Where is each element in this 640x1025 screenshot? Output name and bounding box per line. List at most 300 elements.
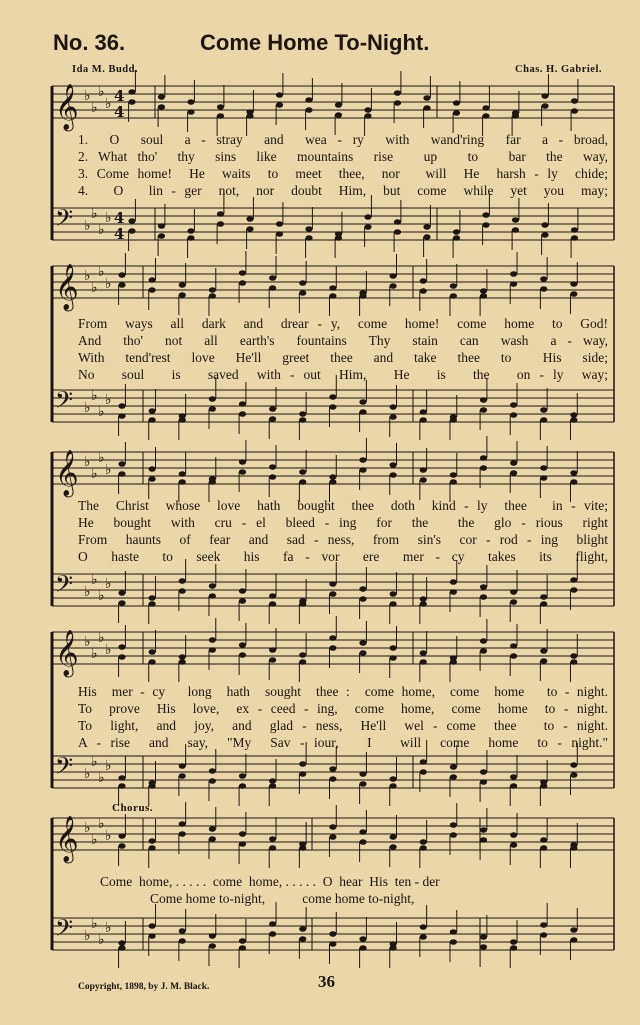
note-head — [510, 271, 517, 277]
note-head — [128, 228, 135, 234]
note-head — [269, 778, 276, 784]
note-head — [450, 929, 457, 935]
note-head — [149, 838, 156, 844]
note-head — [118, 783, 125, 789]
note-head — [540, 417, 547, 423]
note-head — [453, 229, 460, 235]
note-head — [359, 640, 366, 646]
note-head — [269, 464, 276, 470]
note-head — [570, 772, 577, 778]
flat-sign-icon: ♭ — [105, 642, 112, 658]
note-head — [299, 411, 306, 417]
lyricist-credit: Ida M. Budd. — [72, 64, 139, 75]
note-head — [118, 833, 125, 839]
note-head — [510, 281, 517, 287]
note-head — [390, 283, 397, 289]
note-head — [570, 417, 577, 423]
note-head — [246, 113, 253, 119]
note-head — [149, 595, 156, 601]
note-head — [299, 761, 306, 767]
note-head — [480, 779, 487, 785]
note-head — [420, 467, 427, 473]
note-head — [269, 647, 276, 653]
note-head — [217, 113, 224, 119]
note-head — [480, 293, 487, 299]
note-head — [239, 469, 246, 475]
note-head — [276, 102, 283, 108]
note-head — [305, 107, 312, 113]
note-head — [453, 235, 460, 241]
time-signature-icon: 4 — [114, 209, 125, 227]
bass-clef-icon: 𝄢 — [55, 752, 74, 785]
note-head — [209, 647, 216, 653]
note-head — [118, 945, 125, 951]
flat-sign-icon: ♭ — [105, 828, 112, 844]
note-head — [118, 403, 125, 409]
note-head — [209, 479, 216, 485]
note-head — [209, 637, 216, 643]
lyric-line: His mer - cy long hath sought thee : come home, come home to - night. — [78, 684, 608, 699]
note-head — [239, 411, 246, 417]
note-head — [305, 235, 312, 241]
note-head — [571, 108, 578, 114]
note-head — [239, 642, 246, 648]
note-head — [453, 110, 460, 116]
note-head — [128, 218, 135, 224]
note-head — [335, 102, 342, 108]
note-head — [118, 590, 125, 596]
note-head — [217, 221, 224, 227]
note-head — [209, 943, 216, 949]
note-head — [480, 934, 487, 940]
flat-sign-icon: ♭ — [105, 576, 112, 592]
flat-sign-icon: ♭ — [98, 222, 105, 238]
time-signature-icon: 4 — [114, 103, 125, 121]
note-head — [541, 103, 548, 109]
note-head — [179, 763, 186, 769]
flat-sign-icon: ♭ — [91, 832, 98, 848]
chorus-label: Chorus. — [112, 802, 154, 814]
note-head — [390, 645, 397, 651]
note-head — [571, 227, 578, 233]
note-head — [450, 283, 457, 289]
note-head — [269, 474, 276, 480]
note-head — [359, 781, 366, 787]
note-head — [329, 394, 336, 400]
note-head — [118, 775, 125, 781]
bass-clef-icon: 𝄢 — [55, 570, 74, 603]
note-head — [480, 288, 487, 294]
note-head — [209, 593, 216, 599]
bass-clef-icon: 𝄢 — [55, 204, 74, 237]
note-head — [390, 844, 397, 850]
note-head — [239, 841, 246, 847]
flat-sign-icon: ♭ — [98, 630, 105, 646]
note-head — [359, 467, 366, 473]
note-head — [510, 460, 517, 466]
note-head — [158, 223, 165, 229]
note-head — [450, 472, 457, 478]
note-head — [420, 601, 427, 607]
note-head — [118, 600, 125, 606]
flat-sign-icon: ♭ — [105, 920, 112, 936]
note-head — [118, 413, 125, 419]
flat-sign-icon: ♭ — [91, 646, 98, 662]
note-head — [276, 231, 283, 237]
lyric-line: From haunts of fear and sad - ness, from sin's cor - rod - ing blight — [78, 532, 608, 547]
flat-sign-icon: ♭ — [98, 770, 105, 786]
note-head — [209, 583, 216, 589]
note-head — [450, 417, 457, 423]
note-head — [541, 93, 548, 99]
flat-sign-icon: ♭ — [91, 916, 98, 932]
note-head — [540, 783, 547, 789]
composer-credit: Chas. H. Gabriel. — [515, 64, 602, 75]
note-head — [187, 109, 194, 115]
note-head — [394, 90, 401, 96]
note-head — [364, 113, 371, 119]
note-head — [480, 594, 487, 600]
note-head — [450, 832, 457, 838]
flat-sign-icon: ♭ — [98, 932, 105, 948]
note-head — [540, 648, 547, 654]
note-head — [390, 273, 397, 279]
note-head — [510, 939, 517, 945]
flat-sign-icon: ♭ — [105, 210, 112, 226]
note-head — [179, 578, 186, 584]
note-head — [269, 783, 276, 789]
note-head — [209, 933, 216, 939]
note-head — [390, 601, 397, 607]
note-head — [118, 940, 125, 946]
note-head — [480, 648, 487, 654]
note-head — [423, 105, 430, 111]
flat-sign-icon: ♭ — [98, 264, 105, 280]
lyric-line: To light, and joy, and glad - ness, He'll wel - come thee to - night. — [78, 718, 608, 733]
note-head — [450, 774, 457, 780]
note-head — [390, 783, 397, 789]
note-head — [450, 589, 457, 595]
note-head — [420, 924, 427, 930]
note-head — [390, 776, 397, 782]
note-head — [423, 234, 430, 240]
hymn-number: No. 36. — [53, 30, 126, 55]
note-head — [239, 938, 246, 944]
note-head — [299, 771, 306, 777]
note-head — [390, 834, 397, 840]
note-head — [118, 461, 125, 467]
note-head — [329, 293, 336, 299]
note-head — [420, 409, 427, 415]
note-head — [540, 601, 547, 607]
note-head — [510, 402, 517, 408]
note-head — [158, 94, 165, 100]
note-head — [510, 599, 517, 605]
note-head — [420, 659, 427, 665]
note-head — [329, 474, 336, 480]
note-head — [329, 941, 336, 947]
lyric-line: 4. O lin - ger not, nor doubt Him, but come while yet you may; — [78, 183, 608, 198]
note-head — [570, 479, 577, 485]
note-head — [128, 99, 135, 105]
note-head — [329, 931, 336, 937]
flat-sign-icon: ♭ — [84, 634, 91, 650]
note-head — [179, 479, 186, 485]
note-head — [187, 228, 194, 234]
lyric-line: To prove His love, ex - ceed - ing, come home, come home to - night. — [78, 701, 608, 716]
note-head — [512, 217, 519, 223]
note-head — [359, 399, 366, 405]
note-head — [269, 931, 276, 937]
note-head — [239, 280, 246, 286]
note-head — [299, 290, 306, 296]
note-head — [420, 477, 427, 483]
note-head — [480, 584, 487, 590]
note-head — [118, 644, 125, 650]
note-head — [209, 293, 216, 299]
note-head — [482, 113, 489, 119]
note-head — [179, 292, 186, 298]
note-head — [239, 652, 246, 658]
flat-sign-icon: ♭ — [91, 572, 98, 588]
flat-sign-icon: ♭ — [98, 816, 105, 832]
note-head — [269, 836, 276, 842]
note-head — [480, 769, 487, 775]
treble-clef-icon: 𝄞 — [55, 264, 79, 310]
note-head — [540, 845, 547, 851]
note-head — [179, 938, 186, 944]
note-head — [149, 659, 156, 665]
note-head — [158, 233, 165, 239]
flat-sign-icon: ♭ — [91, 206, 98, 222]
note-head — [510, 842, 517, 848]
note-head — [217, 211, 224, 217]
note-head — [480, 944, 487, 950]
lyric-line: He bought with cru - el bleed - ing for the the glo - rious right — [78, 515, 608, 530]
note-head — [149, 649, 156, 655]
note-head — [450, 659, 457, 665]
lyric-line: A - rise and say, "My Sav - iour, I will come home to - night." — [78, 735, 608, 750]
note-head — [510, 653, 517, 659]
note-head — [570, 937, 577, 943]
note-head — [390, 591, 397, 597]
note-head — [329, 824, 336, 830]
note-head — [570, 845, 577, 851]
note-head — [246, 216, 253, 222]
flat-sign-icon: ♭ — [84, 820, 91, 836]
note-head — [239, 588, 246, 594]
note-head — [540, 465, 547, 471]
note-head — [269, 406, 276, 412]
note-head — [239, 459, 246, 465]
note-head — [450, 579, 457, 585]
flat-sign-icon: ♭ — [91, 388, 98, 404]
flat-sign-icon: ♭ — [105, 462, 112, 478]
note-head — [570, 291, 577, 297]
note-head — [299, 601, 306, 607]
flat-sign-icon: ♭ — [84, 766, 91, 782]
flat-sign-icon: ♭ — [98, 404, 105, 420]
note-head — [364, 107, 371, 113]
note-head — [510, 643, 517, 649]
note-head — [269, 601, 276, 607]
lyric-line: 1. O soul a - stray and wea - ry with wand'ring far a - broad, — [78, 132, 608, 147]
note-head — [359, 650, 366, 656]
flat-sign-icon: ♭ — [105, 96, 112, 112]
note-head — [480, 407, 487, 413]
note-head — [158, 104, 165, 110]
note-head — [359, 293, 366, 299]
note-head — [510, 945, 517, 951]
flat-sign-icon: ♭ — [105, 392, 112, 408]
flat-sign-icon: ♭ — [98, 588, 105, 604]
note-head — [239, 401, 246, 407]
flat-sign-icon: ♭ — [91, 100, 98, 116]
note-head — [329, 591, 336, 597]
note-head — [269, 921, 276, 927]
note-head — [149, 601, 156, 607]
note-head — [450, 939, 457, 945]
note-head — [209, 778, 216, 784]
note-head — [450, 822, 457, 828]
note-head — [128, 89, 135, 95]
note-head — [570, 653, 577, 659]
note-head — [359, 936, 366, 942]
note-head — [540, 407, 547, 413]
note-head — [276, 92, 283, 98]
note-head — [118, 282, 125, 288]
note-head — [179, 282, 186, 288]
note-head — [149, 476, 156, 482]
note-head — [510, 783, 517, 789]
note-head — [570, 281, 577, 287]
note-head — [335, 112, 342, 118]
note-head — [480, 837, 487, 843]
note-head — [420, 839, 427, 845]
note-head — [394, 229, 401, 235]
note-head — [118, 471, 125, 477]
note-head — [423, 224, 430, 230]
flat-sign-icon: ♭ — [84, 218, 91, 234]
flat-sign-icon: ♭ — [105, 758, 112, 774]
note-head — [329, 645, 336, 651]
note-head — [239, 783, 246, 789]
note-head — [420, 934, 427, 940]
note-head — [359, 409, 366, 415]
note-head — [482, 105, 489, 111]
note-head — [179, 471, 186, 477]
treble-clef-icon: 𝄞 — [55, 630, 79, 676]
note-head — [299, 926, 306, 932]
note-head — [149, 933, 156, 939]
note-head — [390, 404, 397, 410]
note-head — [209, 826, 216, 832]
page-number: 36 — [318, 972, 335, 991]
note-head — [149, 277, 156, 283]
note-head — [510, 832, 517, 838]
note-head — [510, 412, 517, 418]
note-head — [390, 414, 397, 420]
treble-clef-icon: 𝄞 — [55, 450, 79, 496]
note-head — [149, 466, 156, 472]
note-head — [299, 479, 306, 485]
note-head — [571, 235, 578, 241]
note-head — [541, 232, 548, 238]
note-head — [329, 479, 336, 485]
flat-sign-icon: ♭ — [84, 400, 91, 416]
note-head — [217, 104, 224, 110]
note-head — [482, 222, 489, 228]
flat-sign-icon: ♭ — [84, 928, 91, 944]
treble-clef-icon: 𝄞 — [55, 84, 79, 130]
note-head — [390, 655, 397, 661]
note-head — [305, 226, 312, 232]
note-head — [239, 773, 246, 779]
time-signature-icon: 4 — [114, 87, 125, 105]
note-head — [480, 638, 487, 644]
note-head — [540, 658, 547, 664]
note-head — [420, 769, 427, 775]
note-head — [480, 465, 487, 471]
note-head — [329, 635, 336, 641]
note-head — [239, 270, 246, 276]
note-head — [179, 773, 186, 779]
copyright-notice: Copyright, 1898, by J. M. Black. — [78, 982, 210, 992]
note-head — [394, 100, 401, 106]
lyric-line: With tend'rest love He'll greet thee and take thee to His side; — [78, 350, 608, 365]
time-signature-icon: 4 — [114, 225, 125, 243]
note-head — [299, 936, 306, 942]
note-head — [570, 927, 577, 933]
note-head — [480, 827, 487, 833]
note-head — [570, 587, 577, 593]
flat-sign-icon: ♭ — [84, 454, 91, 470]
note-head — [149, 783, 156, 789]
note-head — [420, 596, 427, 602]
flat-sign-icon: ♭ — [91, 280, 98, 296]
note-head — [187, 99, 194, 105]
note-head — [570, 659, 577, 665]
lyric-line: No soul is saved with - out Him, He is the on - ly way; — [78, 367, 608, 382]
flat-sign-icon: ♭ — [84, 268, 91, 284]
note-head — [510, 774, 517, 780]
note-head — [269, 593, 276, 599]
note-head — [187, 235, 194, 241]
note-head — [269, 275, 276, 281]
note-head — [209, 836, 216, 842]
note-head — [269, 416, 276, 422]
note-head — [149, 408, 156, 414]
note-head — [510, 470, 517, 476]
note-head — [570, 762, 577, 768]
note-head — [269, 657, 276, 663]
note-head — [540, 594, 547, 600]
note-head — [209, 396, 216, 402]
note-head — [209, 768, 216, 774]
note-head — [118, 654, 125, 660]
lyric-line: 2. What tho' thy sins like mountains rise up to bar the way, — [78, 149, 608, 164]
note-head — [450, 479, 457, 485]
note-head — [571, 98, 578, 104]
note-head — [335, 235, 342, 241]
note-head — [299, 417, 306, 423]
hymn-title: Come Home To-Night. — [200, 30, 430, 55]
lyric-line: From ways all dark and drear - y, come home! come home to God! — [78, 316, 608, 331]
note-head — [239, 598, 246, 604]
note-head — [276, 221, 283, 227]
note-head — [118, 843, 125, 849]
note-head — [329, 404, 336, 410]
